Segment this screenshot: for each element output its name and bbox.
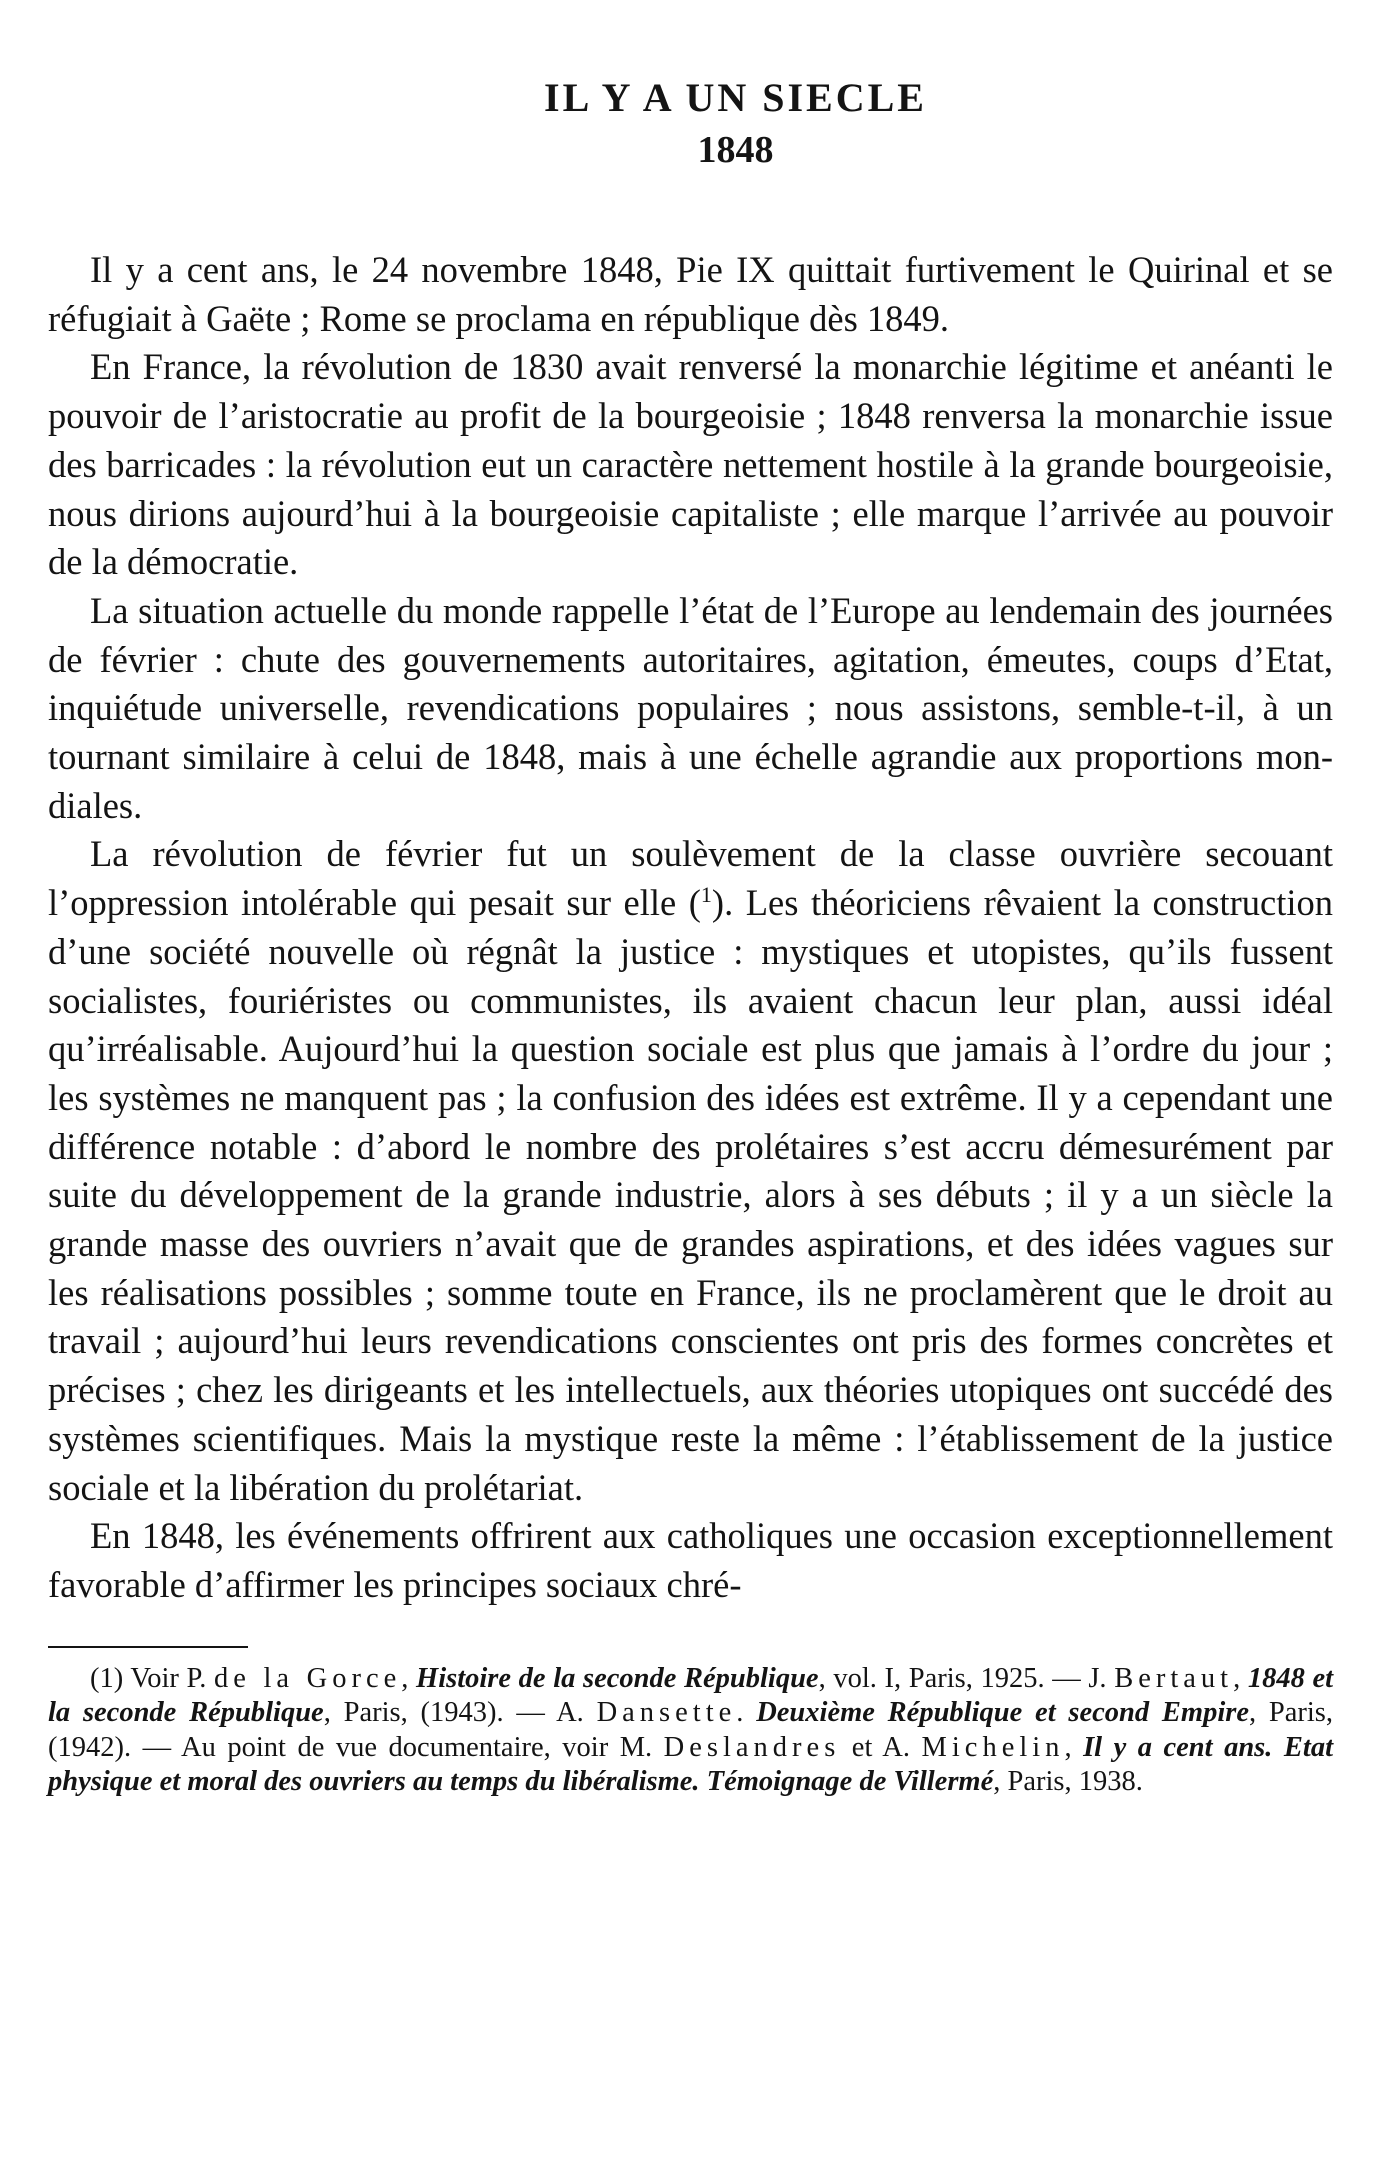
page-title-year: 1848 <box>697 129 774 171</box>
footnote-citation: , Paris, 1938. <box>993 1766 1143 1798</box>
page-title: IL Y A UN SIECLE <box>544 75 927 120</box>
footnote-1 <box>48 1662 1333 1800</box>
paragraph-2: En France, la révolution de 1830 avait renversé la monarchie légitime et anéanti le pouvoir de l’aristocratie au profit de la bourgeoisie ; 1848 renversa la monarchie issue des barricades : la révolution eut un caractère nettement hostile à la grande bourgeoisie, nous dirions aujourd’hui à la bourgeoisie capitaliste ; elle marque l’arrivée au pouvoir de la démocratie. <box>48 346 1333 583</box>
article-body <box>48 246 1333 1610</box>
footnote-citation: et A. <box>840 1731 922 1763</box>
footnote-text <box>48 1662 1333 1800</box>
footnote-citation: , Paris, (1942). — Au point de vue documentaire, voir M. <box>48 1697 1334 1763</box>
paragraph-4-start: La révolution de février fut un soulèvement de la classe ouvrière secouant l’oppression intolérable qui pesait sur elle ( <box>48 833 1333 924</box>
footnote-separator: , <box>1064 1731 1084 1763</box>
footnote-reference[interactable]: 1 <box>700 881 712 907</box>
footnote-author: Deslandres <box>663 1731 841 1763</box>
footnote-citation: , vol. I, Paris, 1925. — J. <box>818 1662 1115 1694</box>
paragraph-5: En 1848, les événements offrirent aux catholiques une occasion exceptionnellement favorable d’affirmer les principes sociaux chré- <box>48 1515 1333 1605</box>
footnote-citation: , Paris, (1943). — A. <box>323 1697 597 1729</box>
footnote-divider <box>48 1646 248 1648</box>
footnote-separator: , <box>1233 1662 1248 1694</box>
footnote-work-title: Deuxième République et second Empire <box>756 1697 1249 1729</box>
paragraph-4 <box>48 830 1333 1512</box>
paragraph-1: Il y a cent ans, le 24 novembre 1848, Pie IX quittait furtivement le Quirinal et se réfugiait à Gaëte ; Rome se proclama en république dès 1849. <box>48 249 1333 339</box>
footnote-work-title: Histoire de la seconde République <box>416 1662 819 1694</box>
footnote-separator: . <box>736 1697 757 1729</box>
footnote-author: de la Gorce <box>213 1662 402 1694</box>
footnote-number: (1) Voir P. <box>90 1662 214 1694</box>
footnote-work-title: Il y a cent ans. Etat physique et moral des ouvriers au temps du libéralisme. Témoignage de Villermé <box>48 1731 1334 1798</box>
footnote-author: Bertaut <box>1114 1662 1234 1694</box>
footnote-author: Dansette <box>596 1697 737 1729</box>
document-page <box>48 72 1333 1800</box>
paragraph-4-rest: ). Les théoriciens rêvaient la construction d’une société nouvelle où régnât la justice : mystiques et utopistes, qu’ils fussent socialistes, fouriéristes ou communistes, ils avaient chacun leur plan, aussi idéal qu’irréalisable. Aujourd’hui la question sociale est plus que jamais à l’ordre du jour ; les systèmes ne manquent pas ; la confusion des idées est extrême. Il y a cependant une différence notable : d’abord le nombre des prolétaires s’est accru démesurément par suite du développement de la grande industrie, alors à ses débuts ; il y a un siècle la grande masse des ouvriers n’avait que de grandes aspirations, et des idées vagues sur les réalisations possibles ; somme toute en France, ils ne proclamèrent que le droit au travail ; aujourd’hui leurs revendications conscientes ont pris des formes concrètes et précises ; chez les dirigeants et les intellectuels, aux théories utopiques ont succédé des systèmes scientifiques. Mais la mystique reste la même : l’établissement de la justice sociale et la libération du prolétariat. <box>48 882 1333 1508</box>
footnote-work-title: 1848 et la seconde République <box>48 1662 1334 1729</box>
footnote-separator: , <box>401 1662 417 1694</box>
paragraph-3: La situation actuelle du monde rappelle l’état de l’Europe au lendemain des journées de février : chute des gouvernements autoritaires, agitation, émeutes, coups d’Etat, inquiétude universelle, revendications populaires ; nous assistons, semble-t-il, à un tournant similaire à celui de 1848, mais à une échelle agrandie aux proportions mondiales. <box>48 589 1333 826</box>
footnote-author: Michelin <box>921 1731 1065 1763</box>
